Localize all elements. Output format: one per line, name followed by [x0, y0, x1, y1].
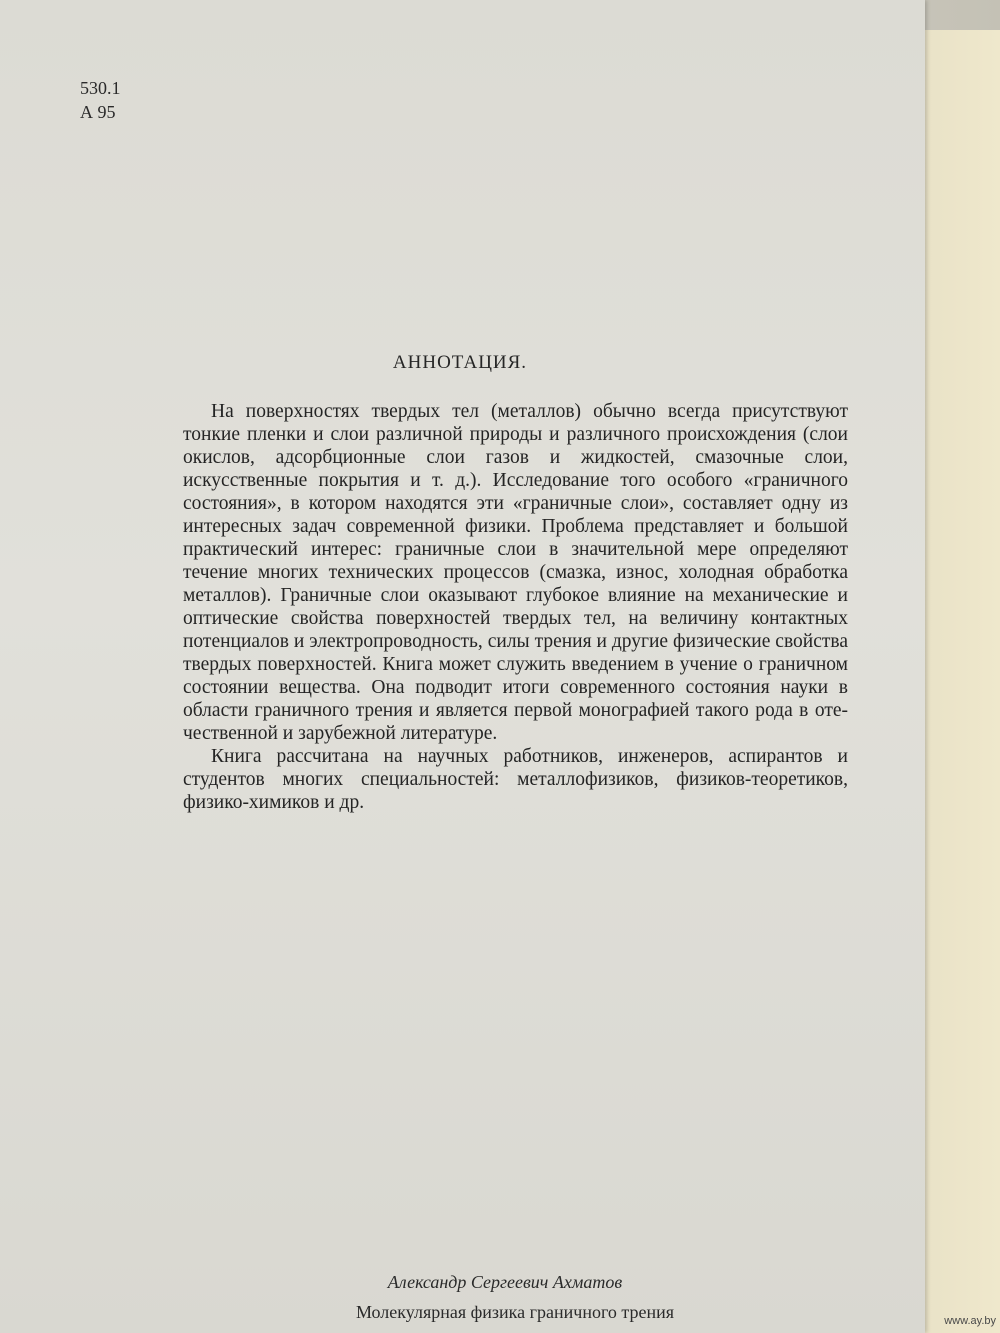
- book-title: Молекулярная физика граничного трения: [355, 1302, 675, 1322]
- annotation-body: [183, 400, 848, 814]
- book-author: Александр Сергеевич Ахматов: [387, 1272, 623, 1292]
- annotation-paragraph: Книга рассчитана на научных работников, инженеров, аспирантов и студентов многих специальностей: металлофизиков, физиков-теоретиков, физико-химиков и др.: [183, 746, 848, 813]
- annotation-heading: АННОТАЦИЯ.: [392, 352, 528, 373]
- classification-codes: [80, 76, 121, 124]
- site-watermark: www.ay.by: [944, 1315, 996, 1327]
- annotation-paragraph: На поверхностях твердых тел (металлов) обычно всегда присутствуют тонкие пленки и слои различной природы и различного происхождения (слои окислов, адсорбционные слои газов и жидкостей, смазочные слои, искусственные покрытия и т. д.). Исследование того особого «граничного состояния», в котором находятся эти «граничные слои», составляет одну из интересных задач современной физики. Проблема представляет и большой практический интерес: граничные слои в значительной мере определяют течение многих технических процессов (смазка, износ, холодная обработка металлов). Граничные слои оказывают глубокое влияние на механические и оптические свойства поверхностей твердых тел, на величину контактных потенциалов и электропроводность, силы трения и другие физические свойства твердых поверхностей. Книга может служить введением в учение о граничном состоянии вещества. Она подводит итоги современного состояния науки в области граничного трения и является первой монографией такого рода в отечественной и зарубежной литературе.: [183, 401, 848, 744]
- author-mark: А 95: [80, 102, 116, 122]
- udc-code: 530.1: [80, 78, 121, 98]
